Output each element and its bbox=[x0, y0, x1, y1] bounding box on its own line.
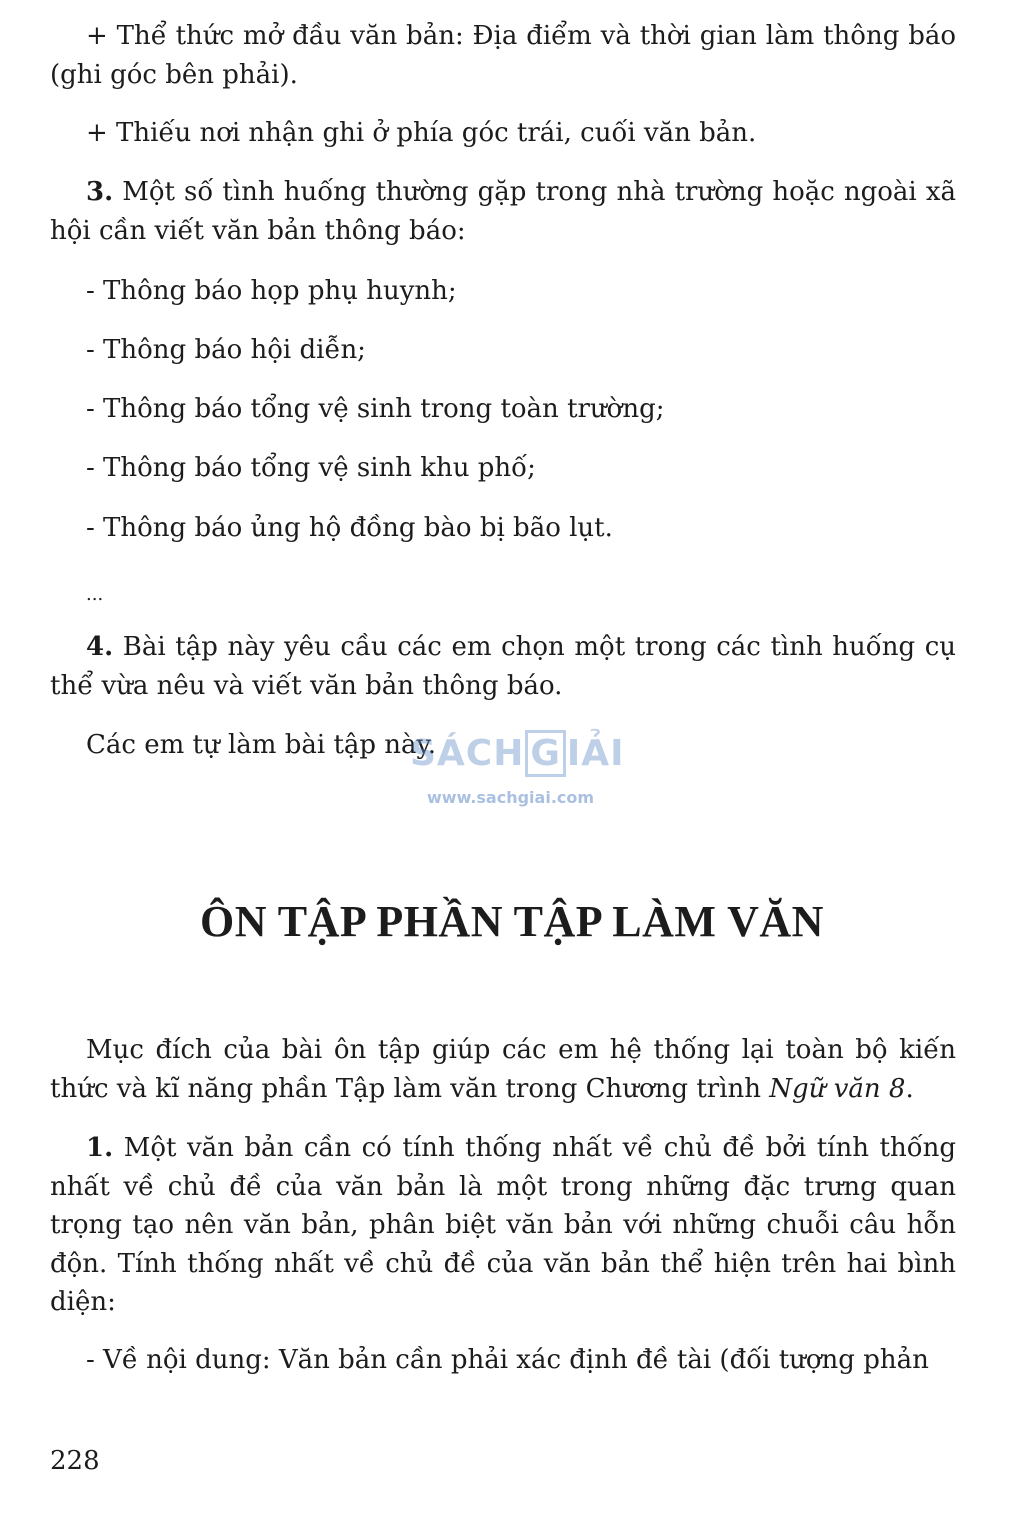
section-heading: ÔN TẬP PHẦN TẬP LÀM VĂN bbox=[200, 897, 824, 946]
list-item: - Thông báo ủng hộ đồng bào bị bão lụt. bbox=[86, 513, 613, 543]
paragraph-text: + Thể thức mở đầu văn bản: Địa điểm và thời gian làm thông báo (ghi góc bên phải). bbox=[50, 21, 956, 90]
item-number: 3. bbox=[86, 177, 114, 207]
paragraph-recipient bbox=[50, 114, 956, 153]
list-item: - Thông báo tổng vệ sinh khu phố; bbox=[86, 453, 536, 483]
item-number: 4. bbox=[86, 632, 114, 662]
item-number: 1. bbox=[86, 1133, 114, 1163]
list-item: - Thông báo họp phụ huynh; bbox=[86, 276, 457, 306]
paragraph-intro: Mục đích của bài ôn tập giúp các em hệ thống lại toàn bộ kiến thức và kĩ năng phần Tập làm văn trong Chương trình Ngữ văn 8. bbox=[50, 1035, 956, 1104]
book-title: Ngữ văn 8 bbox=[769, 1073, 906, 1104]
paragraph-item-3 bbox=[50, 173, 956, 250]
paragraph-text: Các em tự làm bài tập này. bbox=[86, 730, 437, 760]
watermark bbox=[400, 712, 640, 812]
page-number: 228 bbox=[50, 1446, 100, 1476]
paragraph-item-1 bbox=[50, 1129, 956, 1322]
paragraph-item-4 bbox=[50, 628, 956, 705]
paragraph-format-opening bbox=[50, 17, 956, 94]
paragraph-text: Một văn bản cần có tính thống nhất về chủ đề bởi tính thống nhất về chủ đề của văn bản là một trong những đặc trưng quan trọng tạo nên văn bản, phân biệt văn bản với những chuỗi câu hỗn độn. Tính thống nhất về chủ đề của văn bản thể hiện trên hai bình diện: bbox=[50, 1133, 956, 1317]
paragraph-text: Bài tập này yêu cầu các em chọn một trong các tình huống cụ thể vừa nêu và viết văn bản thông báo. bbox=[50, 632, 956, 701]
watermark-logo: SÁCH G IẢI bbox=[410, 730, 625, 777]
list-item-content: - Về nội dung: Văn bản cần phải xác định đề tài (đối tượng phản bbox=[86, 1345, 929, 1375]
list-item: - Thông báo tổng vệ sinh trong toàn trường; bbox=[86, 394, 665, 424]
paragraph-text: Một số tình huống thường gặp trong nhà trường hoặc ngoài xã hội cần viết văn bản thông báo: bbox=[50, 177, 956, 246]
watermark-url: www.sachgiai.com bbox=[427, 788, 595, 807]
list-item: - Thông báo hội diễn; bbox=[86, 335, 366, 365]
paragraph-text: + Thiếu nơi nhận ghi ở phía góc trái, cuối văn bản. bbox=[86, 118, 757, 148]
ellipsis: ... bbox=[86, 584, 104, 605]
paragraph-text: Mục đích của bài ôn tập giúp các em hệ thống lại toàn bộ kiến thức và kĩ năng phần Tập làm văn trong Chương trình bbox=[50, 1035, 956, 1104]
